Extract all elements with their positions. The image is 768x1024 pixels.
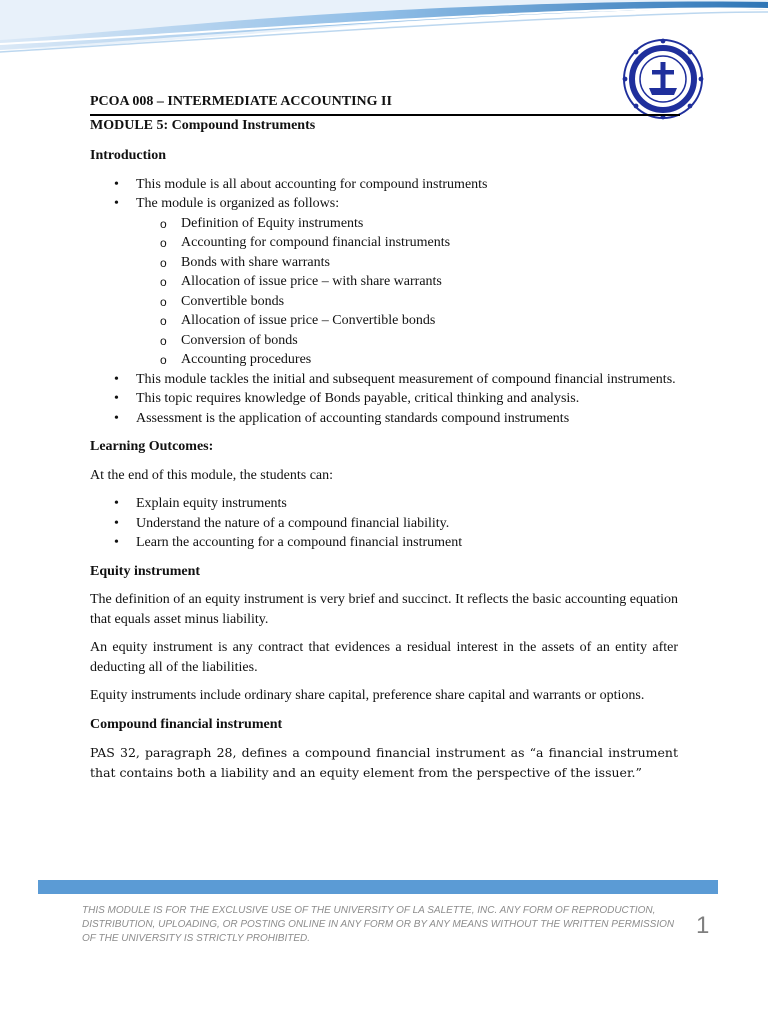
equity-instrument-heading: Equity instrument: [90, 563, 201, 579]
bullet-icon: •: [114, 515, 119, 531]
list-item: • Explain equity instruments: [90, 494, 678, 514]
bullet-icon: •: [114, 496, 119, 511]
list-item: • This module tackles the initial and subsequent measurement of compound financial instruments.: [90, 370, 678, 390]
circle-bullet-icon: o: [160, 255, 167, 270]
footer-copyright-notice: THIS MODULE IS FOR THE EXCLUSIVE USE OF THE UNIVERSITY OF LA SALETTE, INC. ANY FORM OF REPRODUCTION, DISTRIBUTION, UPLOADING, OR POSTING ONLINE IN ANY FORM OR BY ANY MEANS WITHOUT THE WRITTEN PERMISSION OF THE UNIVERSITY IS STRICTLY PROHIBITED.: [82, 905, 675, 944]
sub-list-item: o Conversion of bonds: [90, 331, 678, 351]
list-item: • This topic requires knowledge of Bonds payable, critical thinking and analysis.: [90, 389, 678, 409]
circle-bullet-icon: o: [160, 216, 167, 231]
list-item: • Learn the accounting for a compound financial instrument: [90, 533, 678, 553]
bullet-icon: •: [114, 391, 119, 406]
list-item: • Assessment is the application of accounting standards compound instruments: [90, 409, 678, 429]
compound-paragraph-1: PAS 32, paragraph 28, defines a compound financial instrument as “a financial instrument that contains both a liability and an equity element from the perspective of the issuer.”: [90, 745, 678, 780]
circle-bullet-icon: o: [160, 333, 167, 348]
learning-outcomes-heading: Learning Outcomes:: [90, 439, 214, 454]
sub-list-item: o Accounting for compound financial instruments: [90, 233, 678, 253]
module-content: [90, 146, 678, 791]
list-item: • The module is organized as follows: o Definition of Equity instruments o Accounting for compound financial instruments o Bonds with share warrants o Allocation of issue price – with share warrants o Convertible bonds o Allocation of issue price – Convertible bonds o Conversion of bonds o Accounting procedures: [90, 194, 678, 370]
circle-bullet-icon: o: [160, 314, 167, 328]
bullet-icon: •: [114, 535, 119, 550]
sub-list-item: o Accounting procedures: [90, 350, 678, 370]
learning-outcomes-lead: At the end of this module, the students can:: [90, 467, 334, 483]
introduction-list: [90, 175, 678, 429]
equity-paragraph-1: The definition of an equity instrument is very brief and succinct. It reflects the basic accounting equation that equals asset minus liability.: [90, 592, 678, 627]
bullet-icon: •: [114, 176, 119, 192]
list-item: • Understand the nature of a compound financial liability.: [90, 514, 678, 534]
sub-list-item: o Allocation of issue price – Convertible bonds: [90, 311, 678, 331]
bullet-icon: •: [114, 196, 119, 211]
footer-bar: [38, 880, 718, 894]
equity-paragraph-3: Equity instruments include ordinary share capital, preference share capital and warrants or options.: [90, 688, 645, 703]
module-title: MODULE 5: Compound Instruments: [90, 118, 316, 133]
circle-bullet-icon: o: [160, 353, 167, 367]
learning-outcomes-list: [90, 494, 678, 553]
circle-bullet-icon: o: [160, 294, 167, 309]
university-seal-logo: [622, 38, 704, 120]
list-item: • This module is all about accounting for compound instruments: [90, 175, 678, 195]
circle-bullet-icon: o: [160, 236, 167, 250]
course-title: PCOA 008 – INTERMEDIATE ACCOUNTING II: [90, 94, 392, 109]
bullet-icon: •: [114, 371, 119, 387]
sub-list-item: o Bonds with share warrants: [90, 253, 678, 273]
page-number: 1: [696, 912, 710, 939]
bullet-icon: •: [114, 410, 119, 426]
introduction-heading: Introduction: [90, 148, 166, 163]
circle-bullet-icon: o: [160, 275, 167, 289]
module-topics-list: [136, 214, 678, 370]
compound-instrument-heading: Compound financial instrument: [90, 716, 283, 732]
equity-paragraph-2: An equity instrument is any contract that evidences a residual interest in the assets of an entity after deducting all of the liabilities.: [90, 640, 678, 675]
title-divider: [90, 114, 680, 116]
sub-list-item: o Definition of Equity instruments: [90, 214, 678, 234]
sub-list-item: o Allocation of issue price – with share warrants: [90, 272, 678, 292]
sub-list-item: o Convertible bonds: [90, 292, 678, 312]
